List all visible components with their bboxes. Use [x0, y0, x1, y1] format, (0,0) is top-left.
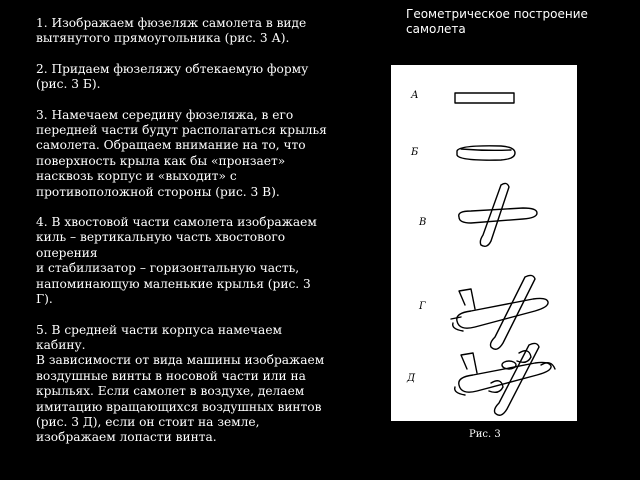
label-b: Б	[411, 147, 419, 158]
stage-c-airplane	[459, 183, 537, 246]
step-4: 4. В хвостовой части самолета изображаем киль – вертикальную часть хвостового оперения и стабилизатор – горизонтальную часть, напоминающую маленькие крылья (рис. 3 Г).	[36, 215, 317, 307]
label-d: Д	[407, 373, 416, 384]
label-a: А	[411, 90, 419, 101]
step-2: 2. Придаем фюзеляжу обтекаемую форму (рис. 3 Б).	[36, 61, 309, 92]
label-g: Г	[419, 301, 426, 312]
page-title: Геометрическое построение самолета	[406, 7, 588, 36]
instructions-text	[36, 16, 328, 461]
label-v: В	[419, 217, 427, 228]
step-3: 3. Намечаем середину фюзеляжа, в его передней части будут располагаться крылья самолета. Обращаем внимание на то, что поверхность крыла как бы «пронзает» насквозь корпус и «выходит» с противоположной стороны (рис. 3 В).	[36, 107, 327, 199]
step-5: 5. В средней части корпуса намечаем кабину. В зависимости от вида машины изображаем воздушные винты в носовой части или на крыльях. Если самолет в воздухе, делаем имитацию вращающихся воздушных винтов (рис. 3 Д), если он стоит на земле, изображаем лопасти винта.	[36, 322, 325, 445]
airplane-construction-figure	[391, 65, 577, 421]
figure-caption: Рис. 3	[469, 429, 501, 440]
stage-d-airplane	[451, 275, 548, 349]
stage-a-fuselage	[455, 93, 514, 103]
step-1: 1. Изображаем фюзеляж самолета в виде вытянутого прямоугольника (рис. 3 А).	[36, 16, 307, 46]
figure-drawing	[391, 65, 577, 421]
stage-b-fuselage	[457, 146, 515, 160]
stage-e-airplane	[455, 343, 555, 415]
